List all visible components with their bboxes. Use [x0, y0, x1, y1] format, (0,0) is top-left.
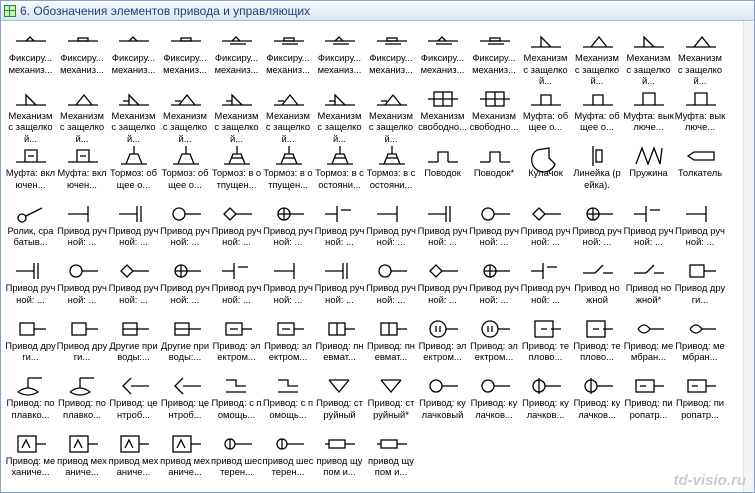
- stencil-shape-label: привод щупом и...: [368, 454, 414, 477]
- stencil-shape[interactable]: [366, 313, 418, 371]
- stencil-shape[interactable]: [263, 198, 315, 256]
- stencil-shape[interactable]: [520, 198, 572, 256]
- stencil-shape-label: привод механиче...: [108, 454, 159, 477]
- stencil-shape-label: Толкатель: [677, 167, 723, 178]
- stencil-shape-label: Другие приводы:...: [160, 339, 210, 362]
- stencil-shape[interactable]: [417, 313, 469, 371]
- stencil-shape-label: Механизм с защелкой...: [59, 109, 105, 144]
- stencil-shape[interactable]: [675, 83, 727, 141]
- stencil-shape-label: Фиксиру... механиз...: [214, 52, 259, 75]
- stencil-shape-label: Механизм с защелкой...: [162, 109, 208, 144]
- window-titlebar[interactable]: [1, 1, 754, 21]
- stencil-shape[interactable]: [572, 255, 624, 313]
- stencil-shape[interactable]: [623, 198, 675, 256]
- stencil-shape[interactable]: [314, 428, 366, 486]
- stencil-shape-label: Привод ручной: ...: [160, 224, 210, 247]
- stencil-shape-label: Привод други...: [5, 339, 56, 362]
- stencil-shape-label: привод щупом и...: [316, 454, 363, 477]
- stencil-shape-label: Привод ручной: ...: [417, 282, 468, 305]
- stencil-shape[interactable]: [108, 255, 160, 313]
- stencil-shape[interactable]: [366, 255, 418, 313]
- stencil-shape[interactable]: [57, 370, 109, 428]
- stencil-shape-label: Привод ручной: ...: [520, 282, 571, 305]
- stencil-shape-label: Фиксиру... механиз...: [266, 52, 310, 75]
- stencil-shape[interactable]: [160, 428, 212, 486]
- stencil-shape-label: Механизм с защелкой...: [523, 52, 568, 86]
- stencil-shape[interactable]: [314, 140, 366, 198]
- stencil-shape-label: Привод ножной*: [625, 282, 672, 305]
- stencil-shape-label: Механизм с защелкой...: [8, 109, 53, 144]
- stencil-shape[interactable]: [160, 140, 212, 198]
- stencil-shape[interactable]: [5, 198, 57, 256]
- stencil-shape-label: Механизм с защелкой...: [317, 109, 362, 144]
- stencil-shape-label: Привод ручной: ...: [520, 224, 571, 247]
- stencil-shape[interactable]: [263, 140, 315, 198]
- stencil-shape[interactable]: [675, 370, 727, 428]
- stencil-shape[interactable]: [211, 25, 263, 83]
- stencil-shape[interactable]: [623, 25, 675, 86]
- stencil-shape[interactable]: [108, 313, 160, 371]
- stencil-shape-label: Механизм с защелкой...: [574, 52, 620, 86]
- stencil-shape[interactable]: [211, 370, 263, 428]
- stencil-shape-label: Привод ножной: [574, 282, 620, 305]
- stencil-shape-label: привод механиче...: [57, 454, 107, 477]
- stencil-shape[interactable]: [57, 428, 109, 486]
- stencil-shape-label: Фиксиру... механиз...: [369, 52, 413, 75]
- stencil-shape[interactable]: [572, 313, 624, 371]
- stencil-shape[interactable]: [366, 25, 418, 83]
- stencil-shape[interactable]: [469, 370, 521, 428]
- stencil-shape[interactable]: [314, 198, 366, 256]
- stencil-shape-label: Привод ручной: ...: [57, 282, 107, 305]
- stencil-shape-label: Привод ручной: ...: [211, 282, 262, 305]
- stencil-shape-label: Привод ручной: ...: [314, 224, 365, 247]
- stencil-shape-label: Привод ручной: ...: [469, 224, 519, 247]
- stencil-shape-label: Муфта: включен...: [57, 167, 107, 190]
- stencil-shape[interactable]: [5, 370, 57, 428]
- stencil-shape-label: Привод ручной: ...: [108, 224, 159, 247]
- window-title: 6. Обозначения элементов привода и управляющих: [20, 3, 311, 18]
- stencil-shape-label: Привод: пиропатр...: [624, 397, 673, 420]
- stencil-shape[interactable]: [520, 140, 572, 198]
- stencil-shape-label: привод шестерен...: [211, 454, 262, 477]
- stencil-shape-label: Привод: теплово...: [573, 339, 621, 362]
- stencil-shape[interactable]: [5, 428, 57, 486]
- stencil-shape-label: Привод: кулачков...: [470, 397, 518, 420]
- shape-grid: [5, 25, 745, 489]
- stencil-shape[interactable]: [211, 83, 263, 144]
- stencil-shape[interactable]: [675, 313, 727, 371]
- stencil-shape-label: Привод ручной: ...: [263, 282, 313, 305]
- vertical-scrollbar[interactable]: [743, 21, 754, 492]
- stencil-shape-label: Тормоз: в отпущен...: [263, 167, 313, 190]
- stencil-shape[interactable]: [520, 370, 572, 428]
- stencil-shape[interactable]: [366, 428, 418, 486]
- stencil-shape-label: Муфта: выключе...: [623, 109, 674, 132]
- stencil-shape[interactable]: [314, 255, 366, 313]
- stencil-shape[interactable]: [160, 370, 212, 428]
- stencil-shape-label: Привод: механиче...: [5, 454, 56, 477]
- stencil-shape-label: Привод: с помощь...: [262, 397, 314, 420]
- stencil-shape-label: Фиксиру... механиз...: [317, 52, 362, 75]
- stencil-shape[interactable]: [469, 25, 521, 83]
- stencil-shape[interactable]: [572, 83, 624, 141]
- stencil-shape-label: Привод: пневмат...: [315, 339, 364, 362]
- stencil-shape[interactable]: [623, 140, 675, 198]
- stencil-shape-label: Привод ручной: ...: [263, 224, 313, 247]
- stencil-shape-label: привод шестерен...: [262, 454, 314, 477]
- stencil-shape[interactable]: [675, 255, 727, 313]
- stencil-shape[interactable]: [469, 255, 521, 313]
- stencil-shape[interactable]: [108, 140, 160, 198]
- stencil-shape-label: Привод ручной: ...: [366, 224, 416, 247]
- stencil-shape-label: Привод: кулачков...: [573, 397, 621, 420]
- stencil-shape-label: Привод: электром...: [418, 339, 467, 362]
- stencil-shape-label: Привод: центроб...: [109, 397, 158, 420]
- stencil-shape[interactable]: [417, 25, 469, 83]
- stencil-shape[interactable]: [108, 25, 160, 83]
- stencil-shape[interactable]: [623, 83, 675, 141]
- stencil-shape[interactable]: [520, 255, 572, 313]
- stencil-shape-label: Привод ручной: ...: [417, 224, 468, 247]
- stencil-shape[interactable]: [263, 255, 315, 313]
- stencil-shape[interactable]: [366, 198, 418, 256]
- stencil-shape[interactable]: [314, 370, 366, 428]
- stencil-shape-label: Тормоз: в отпущен...: [211, 167, 262, 190]
- stencil-shape[interactable]: [160, 313, 212, 371]
- stencil-shape-label: Механизм с защелкой...: [626, 52, 671, 86]
- stencil-shape[interactable]: [417, 255, 469, 313]
- stencil-shape-label: Привод: поплавко...: [6, 397, 55, 420]
- stencil-shape[interactable]: [108, 198, 160, 256]
- stencil-shape-label: Фиксиру... механиз...: [8, 52, 53, 75]
- stencil-shape[interactable]: [366, 370, 418, 428]
- stencil-shape[interactable]: [520, 83, 572, 141]
- stencil-shape-label: Привод ручной: ...: [5, 282, 56, 305]
- stencil-shape-label: Тормоз: общее о...: [109, 167, 158, 190]
- stencil-shape-label: Тормоз: в состояни...: [366, 167, 416, 190]
- stencil-shape[interactable]: [572, 370, 624, 428]
- stencil-shape-label: Привод ручной: ...: [57, 224, 107, 247]
- stencil-shape-label: Фиксиру... механиз...: [472, 52, 516, 75]
- stencil-shape[interactable]: [469, 140, 521, 198]
- stencil-shape[interactable]: [57, 140, 109, 198]
- stencil-shape-label: Поводок*: [473, 167, 515, 178]
- stencil-shape[interactable]: [675, 25, 727, 86]
- stencil-shape[interactable]: [469, 313, 521, 371]
- stencil-shape[interactable]: [5, 83, 57, 144]
- stencil-shape-label: Привод ручной: ...: [623, 224, 674, 247]
- stencil-shape[interactable]: [417, 370, 469, 428]
- stencil-shape[interactable]: [263, 313, 315, 371]
- stencil-shape-label: Привод други...: [674, 282, 726, 305]
- stencil-shape[interactable]: [417, 83, 469, 141]
- stencil-shape[interactable]: [469, 198, 521, 256]
- stencil-shape[interactable]: [5, 255, 57, 313]
- stencil-shape[interactable]: [366, 140, 418, 198]
- stencil-shape[interactable]: [572, 140, 624, 198]
- stencil-shape-label: Привод: пневмат...: [366, 339, 415, 362]
- stencil-shape[interactable]: [520, 313, 572, 371]
- stencil-shape-label: Привод ручной: ...: [211, 224, 262, 247]
- stencil-grid-icon: [4, 5, 16, 17]
- stencil-shape[interactable]: [675, 140, 727, 198]
- stencil-shape-label: Тормоз: общее о...: [161, 167, 209, 190]
- stencil-shape[interactable]: [263, 25, 315, 83]
- stencil-shape-label: Фиксиру... механиз...: [60, 52, 104, 75]
- stencil-shape[interactable]: [469, 83, 521, 141]
- stencil-shape-label: Ролик, срабатыв...: [7, 224, 54, 247]
- stencil-shape-label: Привод: теплово...: [521, 339, 570, 362]
- stencil-shape[interactable]: [417, 198, 469, 256]
- stencil-shape-label: Привод: с помощь...: [211, 397, 262, 420]
- stencil-shape[interactable]: [211, 428, 263, 486]
- watermark: td-visio.ru: [673, 472, 746, 489]
- stencil-shape[interactable]: [675, 198, 727, 256]
- stencil-shape-label: Привод: электром...: [264, 339, 312, 362]
- stencil-shape-label: Другие приводы:...: [109, 339, 158, 362]
- stencil-shape[interactable]: [263, 428, 315, 486]
- stencil-shape[interactable]: [366, 83, 418, 144]
- stencil-shape[interactable]: [623, 313, 675, 371]
- stencil-shape-label: Механизм с защелкой...: [214, 109, 259, 144]
- stencil-shape-label: Фиксиру... механиз...: [111, 52, 156, 75]
- stencil-shape-label: Привод ручной: ...: [108, 282, 159, 305]
- stencil-shape[interactable]: [5, 313, 57, 371]
- stencil-shape[interactable]: [263, 370, 315, 428]
- stencil-shape-label: Муфта: выключе...: [674, 109, 726, 132]
- stencil-shape[interactable]: [211, 140, 263, 198]
- stencil-shape[interactable]: [572, 198, 624, 256]
- stencil-shape-label: Муфта: общее о...: [574, 109, 620, 132]
- stencil-shape[interactable]: [211, 313, 263, 371]
- stencil-shape[interactable]: [572, 25, 624, 86]
- stencil-shape-label: Привод: мембран...: [675, 339, 725, 362]
- stencil-shape[interactable]: [520, 25, 572, 86]
- stencil-shape-label: Привод ручной: ...: [366, 282, 416, 305]
- stencil-shape-label: Механизм с защелкой...: [111, 109, 156, 144]
- stencil-shape[interactable]: [57, 198, 109, 256]
- stencil-shape-label: Привод: мембран...: [623, 339, 674, 362]
- stencil-shape-label: Привод: электром...: [470, 339, 518, 362]
- stencil-shape[interactable]: [623, 370, 675, 428]
- stencil-shape-label: Фиксиру... механиз...: [420, 52, 465, 75]
- stencil-shape-label: Механизм с защелкой...: [265, 109, 311, 144]
- stencil-shape[interactable]: [5, 140, 57, 198]
- stencil-shape[interactable]: [160, 198, 212, 256]
- stencil-shape[interactable]: [211, 255, 263, 313]
- stencil-shape[interactable]: [57, 25, 109, 83]
- stencil-shape[interactable]: [57, 313, 109, 371]
- stencil-shape[interactable]: [57, 83, 109, 144]
- stencil-shape-label: Привод: кулачковый: [419, 397, 466, 420]
- stencil-shape-label: Тормоз: в состояни...: [315, 167, 364, 190]
- stencil-shape[interactable]: [314, 83, 366, 144]
- stencil-shape[interactable]: [160, 255, 212, 313]
- stencil-shape-label: Механизм свободно...: [418, 109, 467, 132]
- stencil-shape[interactable]: [108, 83, 160, 144]
- stencil-shape-label: Механизм с защелкой...: [677, 52, 723, 86]
- stencil-shape-label: Привод ручной: ...: [314, 282, 365, 305]
- stencil-shape-label: Пружина: [629, 167, 668, 178]
- stencil-shape[interactable]: [263, 83, 315, 144]
- stencil-shape-label: Фиксиру... механиз...: [163, 52, 207, 75]
- stencil-shape-label: Привод други...: [56, 339, 108, 362]
- stencil-shape-label: Механизм с защелкой...: [368, 109, 414, 144]
- stencil-shape-label: Привод: центроб...: [160, 397, 210, 420]
- stencil-shape-label: Привод: струйный*: [367, 397, 415, 420]
- stencil-shape-label: Привод ручной: ...: [469, 282, 519, 305]
- stencil-shape[interactable]: [211, 198, 263, 256]
- stencil-shape-label: привод механиче...: [160, 454, 210, 477]
- stencil-shape-label: Привод: пиропатр...: [675, 397, 725, 420]
- stencil-shape[interactable]: [314, 25, 366, 83]
- stencil-shape-label: Муфта: включен...: [5, 167, 56, 190]
- stencil-shape-label: Привод: струйный: [316, 397, 363, 420]
- stencil-shape[interactable]: [57, 255, 109, 313]
- stencil-shape[interactable]: [108, 370, 160, 428]
- stencil-shape[interactable]: [417, 140, 469, 198]
- stencil-shape[interactable]: [623, 255, 675, 313]
- stencil-shape-label: Кулачок: [528, 167, 563, 178]
- stencil-shape[interactable]: [160, 83, 212, 144]
- stencil-shape-label: Привод: электром...: [212, 339, 261, 362]
- stencil-shape-label: Муфта: общее о...: [522, 109, 569, 132]
- stencil-shape-label: Привод: кулачков...: [522, 397, 569, 420]
- stencil-shape[interactable]: [108, 428, 160, 486]
- stencil-shape[interactable]: [5, 25, 57, 83]
- stencil-shape-label: Поводок: [424, 167, 461, 178]
- stencil-shape-label: Привод ручной: ...: [572, 224, 622, 247]
- stencil-shape-label: Привод ручной: ...: [160, 282, 210, 305]
- stencil-shape-label: Механизм свободно...: [469, 109, 519, 132]
- stencil-shape-label: Привод ручной: ...: [675, 224, 725, 247]
- stencil-shape-label: Привод: поплавко...: [57, 397, 107, 420]
- stencil-shape-label: Линейка (рейка).: [573, 167, 621, 190]
- stencil-shape[interactable]: [314, 313, 366, 371]
- stencil-shape[interactable]: [160, 25, 212, 83]
